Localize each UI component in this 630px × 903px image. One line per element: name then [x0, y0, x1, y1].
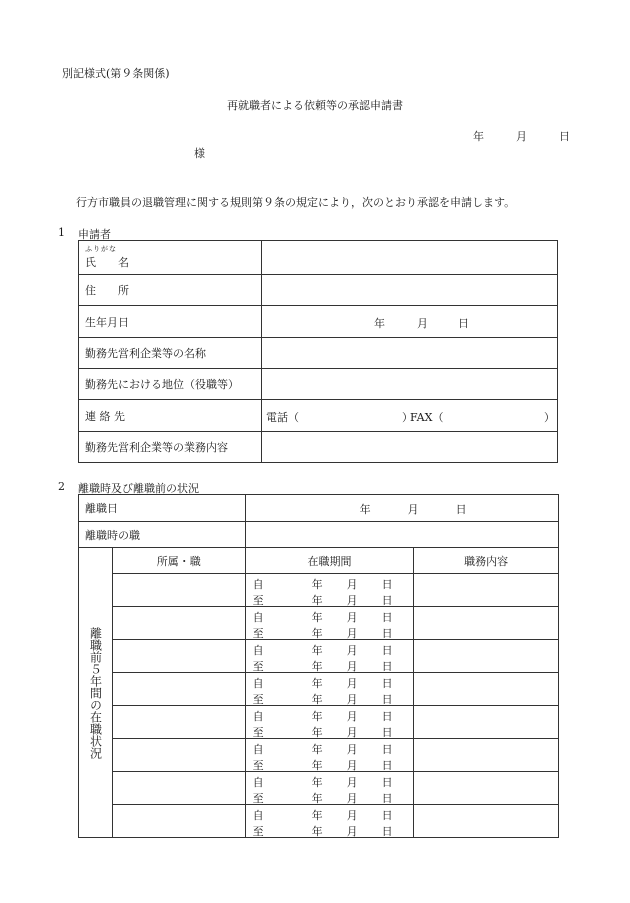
history-entry-row — [79, 673, 559, 690]
row-name — [79, 241, 558, 275]
history-from-date-day: 日 — [381, 776, 393, 789]
row-business — [79, 432, 558, 463]
history-to-date-year: 年 — [311, 693, 323, 706]
history-from-date-prefix: 自 — [252, 809, 264, 822]
history-entry-row — [79, 640, 559, 657]
addressee: 様 — [194, 147, 205, 160]
history-duties-field[interactable] — [414, 805, 559, 838]
history-from-date-prefix: 自 — [252, 776, 264, 789]
history-to-date-prefix: 至 — [252, 627, 264, 640]
history-from-date-prefix: 自 — [252, 743, 264, 756]
history-to-date-prefix: 至 — [252, 693, 264, 706]
date-year: 年 — [473, 130, 484, 143]
history-from-date[interactable] — [246, 640, 414, 656]
history-entry-row — [79, 607, 559, 624]
history-to-date-year: 年 — [311, 825, 323, 838]
history-to-date[interactable] — [246, 821, 414, 837]
history-to-date-month: 月 — [346, 660, 358, 673]
history-to-cell — [245, 788, 414, 805]
history-from-date-prefix: 自 — [252, 710, 264, 723]
history-entry-row — [79, 706, 559, 723]
history-from-date-prefix: 自 — [252, 644, 264, 657]
employer-name-field[interactable] — [262, 338, 558, 369]
birth-month-label: 月 — [417, 317, 428, 330]
retire-date-label: 離職日 — [79, 495, 246, 522]
retire-job-label: 離職時の職 — [79, 522, 246, 548]
history-from-cell — [245, 805, 414, 822]
history-from-date-day: 日 — [381, 710, 393, 723]
history-from-date-year: 年 — [311, 644, 323, 657]
row-retire-date — [79, 495, 559, 522]
date-month: 月 — [516, 130, 527, 143]
history-to-date-day: 日 — [381, 693, 393, 706]
history-entry-row — [79, 739, 559, 756]
history-to-date-day: 日 — [381, 825, 393, 838]
row-contact — [79, 400, 558, 432]
contact-field[interactable] — [262, 400, 558, 432]
history-entry-row — [79, 772, 559, 789]
history-from-date-month: 月 — [346, 776, 358, 789]
history-to-date-month: 月 — [346, 594, 358, 607]
history-from-date-month: 月 — [346, 578, 358, 591]
history-from-date-day: 日 — [381, 578, 393, 591]
history-from-date-year: 年 — [311, 710, 323, 723]
col-duties-header: 職務内容 — [414, 548, 559, 574]
history-from-cell — [245, 673, 414, 690]
business-field[interactable] — [262, 432, 558, 463]
retire-job-field[interactable] — [245, 522, 558, 548]
name-label: 氏 名 — [85, 256, 129, 269]
history-to-date-prefix: 至 — [252, 792, 264, 805]
form-label: 別記様式(第９条関係) — [62, 67, 170, 80]
section2-number: 2 — [58, 480, 65, 493]
history-from-date-day: 日 — [381, 611, 393, 624]
history-to-date-month: 月 — [346, 792, 358, 805]
history-from-date-month: 月 — [346, 611, 358, 624]
history-to-date-day: 日 — [381, 759, 393, 772]
employer-name-label: 勤務先営利企業等の名称 — [79, 338, 262, 369]
history-dept-field[interactable] — [112, 640, 245, 673]
history-table — [78, 494, 559, 838]
history-from-date-month: 月 — [346, 644, 358, 657]
history-duties-field[interactable] — [414, 673, 559, 706]
retire-date-field[interactable] — [245, 495, 558, 522]
history-dept-field[interactable] — [112, 607, 245, 640]
history-to-cell — [245, 755, 414, 772]
history-duties-field[interactable] — [414, 706, 559, 739]
address-field[interactable] — [262, 275, 558, 306]
name-label-cell — [79, 241, 262, 275]
history-duties-field[interactable] — [414, 607, 559, 640]
history-dept-field[interactable] — [112, 574, 245, 607]
history-to-date-month: 月 — [346, 726, 358, 739]
history-from-date[interactable] — [246, 772, 414, 788]
history-header-row — [79, 548, 559, 574]
row-position — [79, 369, 558, 400]
history-to-date-year: 年 — [311, 792, 323, 805]
address-label: 住 所 — [79, 275, 262, 306]
contact-label: 連 絡 先 — [79, 400, 262, 432]
date-day: 日 — [559, 130, 570, 143]
history-dept-field[interactable] — [112, 706, 245, 739]
col-period-header: 在職期間 — [245, 548, 414, 574]
history-from-cell — [245, 706, 414, 723]
history-from-cell — [245, 739, 414, 756]
history-from-cell — [245, 772, 414, 789]
birthdate-field[interactable] — [262, 306, 558, 338]
history-from-date-month: 月 — [346, 710, 358, 723]
tel-label: 電話（ — [266, 411, 299, 424]
history-to-date-day: 日 — [381, 792, 393, 805]
history-from-date-month: 月 — [346, 809, 358, 822]
history-to-date-year: 年 — [311, 627, 323, 640]
section1-heading: 申請者 — [78, 228, 111, 241]
history-from-date[interactable] — [246, 739, 414, 755]
retire-year-label: 年 — [359, 503, 371, 516]
history-from-date-year: 年 — [311, 809, 323, 822]
history-to-date-prefix: 至 — [252, 726, 264, 739]
history-to-date-year: 年 — [311, 594, 323, 607]
history-dept-field[interactable] — [112, 805, 245, 838]
history-from-cell — [245, 574, 414, 591]
history-to-date-month: 月 — [346, 759, 358, 772]
history-side-label: 離職前５年間の在職状況 — [88, 626, 103, 759]
history-from-date[interactable] — [246, 607, 414, 623]
history-to-date[interactable] — [246, 755, 414, 771]
history-to-date-year: 年 — [311, 759, 323, 772]
business-label: 勤務先営利企業等の業務内容 — [79, 432, 262, 463]
section1-number: 1 — [58, 226, 65, 239]
history-duties-field[interactable] — [414, 640, 559, 673]
document-title: 再就職者による依頼等の承認申請書 — [227, 99, 403, 112]
history-from-date-day: 日 — [381, 677, 393, 690]
intro-text: 行方市職員の退職管理に関する規則第９条の規定により，次のとおり承認を申請します。 — [76, 196, 516, 209]
birth-day-label: 日 — [458, 317, 469, 330]
history-side-label-cell — [79, 548, 113, 838]
history-from-date-year: 年 — [311, 611, 323, 624]
history-to-cell — [245, 623, 414, 640]
history-to-date-year: 年 — [311, 660, 323, 673]
history-to-date-year: 年 — [311, 726, 323, 739]
history-to-date[interactable] — [246, 689, 414, 705]
history-to-date-prefix: 至 — [252, 825, 264, 838]
history-duties-field[interactable] — [414, 574, 559, 607]
history-to-date-month: 月 — [346, 627, 358, 640]
history-to-cell — [245, 656, 414, 673]
history-from-date-year: 年 — [311, 776, 323, 789]
retire-day-label: 日 — [455, 503, 467, 516]
history-from-date-month: 月 — [346, 677, 358, 690]
history-to-cell — [245, 689, 414, 706]
history-to-date-day: 日 — [381, 660, 393, 673]
history-to-cell — [245, 821, 414, 838]
fax-label: FAX（ — [410, 411, 444, 424]
history-from-date-year: 年 — [311, 677, 323, 690]
retire-month-label: 月 — [407, 503, 419, 516]
history-from-cell — [245, 640, 414, 657]
history-from-date-prefix: 自 — [252, 677, 264, 690]
history-to-date[interactable] — [246, 623, 414, 639]
position-label: 勤務先における地位（役職等） — [79, 369, 262, 400]
history-from-date-year: 年 — [311, 743, 323, 756]
history-from-date-prefix: 自 — [252, 578, 264, 591]
history-to-date[interactable] — [246, 722, 414, 738]
history-to-date-prefix: 至 — [252, 660, 264, 673]
history-duties-field[interactable] — [414, 772, 559, 805]
history-duties-field[interactable] — [414, 739, 559, 772]
history-to-date[interactable] — [246, 590, 414, 606]
history-to-cell — [245, 722, 414, 739]
section2-heading: 離職時及び離職前の状況 — [78, 482, 199, 495]
history-entry-row — [79, 805, 559, 822]
history-to-date[interactable] — [246, 656, 414, 672]
row-address — [79, 275, 558, 306]
history-to-date-day: 日 — [381, 627, 393, 640]
history-entry-row — [79, 574, 559, 591]
furigana-label: ふりがな — [85, 245, 117, 253]
history-to-date-month: 月 — [346, 825, 358, 838]
position-field[interactable] — [262, 369, 558, 400]
history-to-cell — [245, 590, 414, 607]
name-field[interactable] — [262, 241, 558, 275]
row-retire-job — [79, 522, 559, 548]
history-dept-field[interactable] — [112, 673, 245, 706]
history-from-date-prefix: 自 — [252, 611, 264, 624]
history-from-date-year: 年 — [311, 578, 323, 591]
birthdate-label: 生年月日 — [79, 306, 262, 338]
history-from-date[interactable] — [246, 574, 414, 590]
history-from-date-month: 月 — [346, 743, 358, 756]
history-from-date[interactable] — [246, 673, 414, 689]
history-from-date[interactable] — [246, 706, 414, 722]
history-to-date-day: 日 — [381, 594, 393, 607]
row-birthdate — [79, 306, 558, 338]
fax-close: ） — [544, 411, 555, 424]
history-from-date-day: 日 — [381, 743, 393, 756]
col-dept-header: 所属・職 — [112, 548, 245, 574]
history-from-date[interactable] — [246, 805, 414, 821]
row-employer-name — [79, 338, 558, 369]
history-to-date-prefix: 至 — [252, 759, 264, 772]
history-from-date-day: 日 — [381, 809, 393, 822]
history-to-date-month: 月 — [346, 693, 358, 706]
history-from-cell — [245, 607, 414, 624]
history-dept-field[interactable] — [112, 739, 245, 772]
history-dept-field[interactable] — [112, 772, 245, 805]
applicant-table — [78, 240, 558, 463]
history-to-date-day: 日 — [381, 726, 393, 739]
history-to-date-prefix: 至 — [252, 594, 264, 607]
tel-close: ） — [402, 411, 413, 424]
history-from-date-day: 日 — [381, 644, 393, 657]
birth-year-label: 年 — [374, 317, 385, 330]
history-to-date[interactable] — [246, 788, 414, 804]
